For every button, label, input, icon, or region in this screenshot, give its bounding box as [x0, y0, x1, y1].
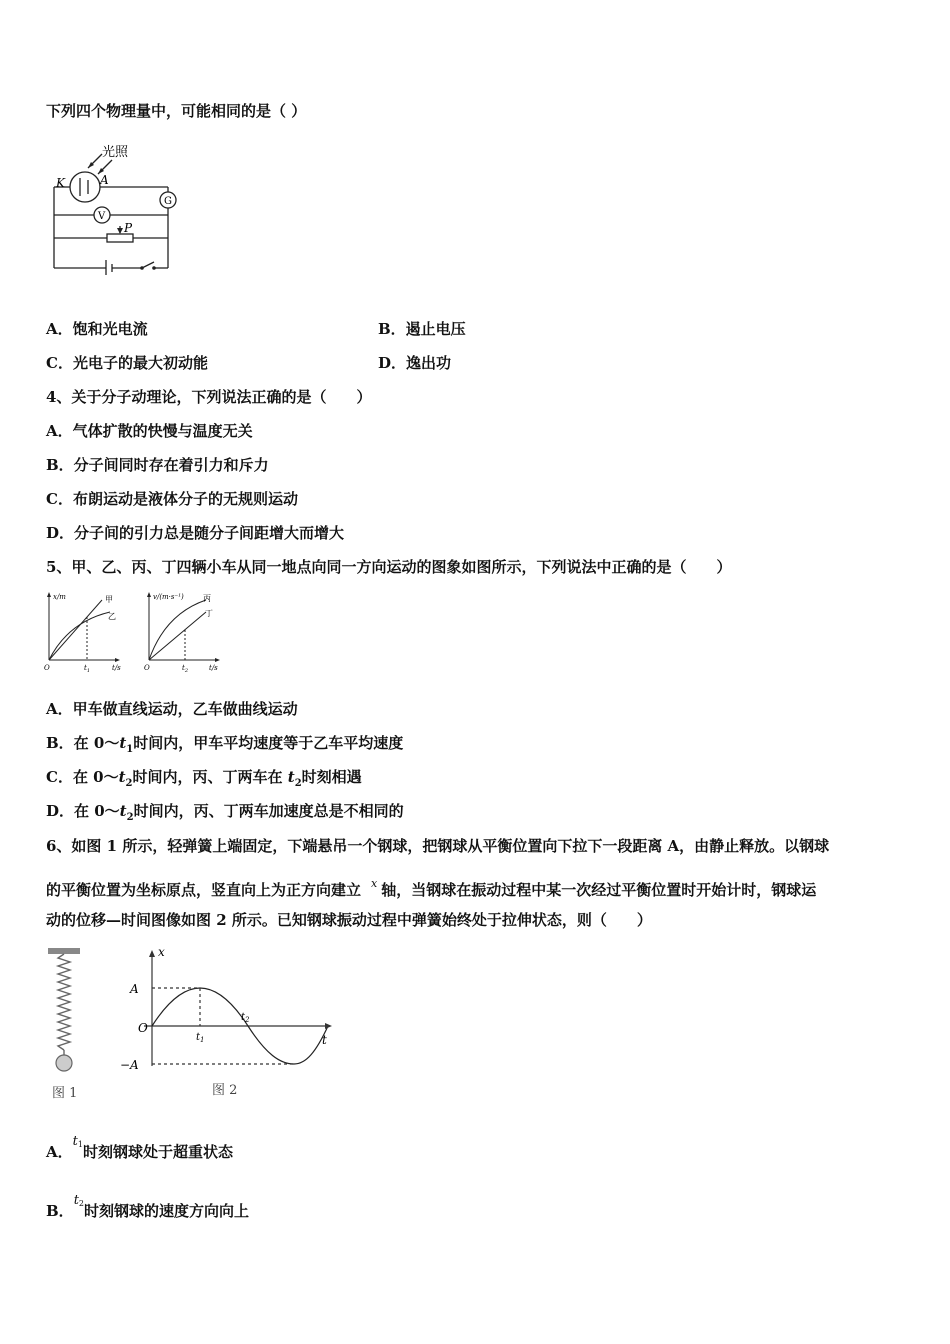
- g2-t: $t_2$: [182, 664, 189, 672]
- q6-stem-line2: 的平衡位置为坐标原点，竖直向上为正方向建立 $^x$ 轴，当钢球在振动过程中某一次经过平衡位置时开始计时，钢球运: [46, 877, 817, 899]
- q3-option-c: C．光电子的最大初动能: [46, 354, 208, 372]
- q3-stem: 下列四个物理量中，可能相同的是（ ）: [46, 102, 307, 120]
- q4-option-c: C．布朗运动是液体分子的无规则运动: [46, 490, 298, 508]
- q5-option-c: C．在 $0\sim t_2$时间内，丙、丁两车在 $t_2$时刻相遇: [46, 768, 362, 789]
- graph-x-label: x: [158, 945, 165, 959]
- g2-ylabel: v/(m·s⁻¹): [153, 593, 184, 601]
- graph-neg-a-label: −A: [120, 1058, 139, 1072]
- graph-a-label: A: [130, 982, 139, 996]
- q4-option-a: A．气体扩散的快慢与温度无关: [46, 422, 253, 440]
- g2-series-ding: 丁: [205, 609, 213, 618]
- q6-stem-line3: 动的位移—时间图像如图 2 所示。已知钢球振动过程中弹簧始终处于拉伸状态，则（ ）: [46, 911, 652, 929]
- g1-xlabel: t/s: [112, 664, 121, 672]
- q4-option-d: D．分子间的引力总是随分子间距增大而增大: [46, 524, 345, 542]
- q5-option-a: A．甲车做直线运动，乙车做曲线运动: [46, 700, 298, 718]
- q6-option-b: B．$t^2$时刻钢球的速度方向向上: [46, 1193, 250, 1220]
- q4-stem: 4、关于分子动理论，下列说法正确的是（ ）: [46, 388, 372, 406]
- q5-stem: 5、甲、乙、丙、丁四辆小车从同一地点向同一方向运动的图象如图所示，下列说法中正确的是（ ）: [46, 558, 732, 576]
- q3-option-d: D．逸出功: [378, 354, 452, 372]
- g1-origin: O: [44, 664, 50, 672]
- graph-t-label: t: [322, 1033, 327, 1047]
- g2-xlabel: t/s: [209, 664, 218, 672]
- q3-option-b: B．遏止电压: [378, 320, 466, 338]
- graph-origin-label: O: [138, 1021, 148, 1035]
- q5-option-d: D．在 $0\sim t_2$时间内，丙、丁两车加速度总是不相同的: [46, 802, 404, 823]
- q5-option-b: B．在 $0\sim t_1$时间内，甲车平均速度等于乙车平均速度: [46, 734, 404, 755]
- q6-option-a: A．$t^1$时刻钢球处于超重状态: [46, 1134, 233, 1161]
- k-label: K: [56, 176, 65, 190]
- g-label: G: [164, 196, 172, 207]
- fig2-caption: 图 2: [212, 1083, 238, 1098]
- g2-series-bing: 丙: [203, 594, 211, 603]
- q6-stem-line1: 6、如图 1 所示，轻弹簧上端固定，下端悬吊一个钢球，把钢球从平衡位置向下拉下一段距离 A，由静止释放。以钢球: [46, 837, 830, 855]
- q6-spring-figure: [40, 942, 340, 1102]
- light-label: 光照: [102, 145, 129, 160]
- q3-option-a: A．饱和光电流: [46, 320, 148, 338]
- graph-t2-label: $t_2$: [241, 1012, 250, 1024]
- fig1-caption: 图 1: [52, 1086, 78, 1101]
- g1-series-jia: 甲: [105, 595, 113, 604]
- g1-t: $t_1$: [84, 664, 91, 672]
- photoelectric-circuit-figure: [50, 140, 190, 275]
- g1-series-yi: 乙: [108, 612, 116, 621]
- v-label: V: [98, 211, 106, 222]
- p-label: P: [124, 221, 133, 235]
- graph-t1-label: $t_1$: [196, 1032, 205, 1044]
- q5-graphs-figure: [40, 588, 230, 672]
- a-label: A: [100, 173, 109, 187]
- q4-option-b: B．分子间同时存在着引力和斥力: [46, 456, 269, 474]
- g1-ylabel: x/m: [53, 593, 66, 601]
- g2-origin: O: [144, 664, 150, 672]
